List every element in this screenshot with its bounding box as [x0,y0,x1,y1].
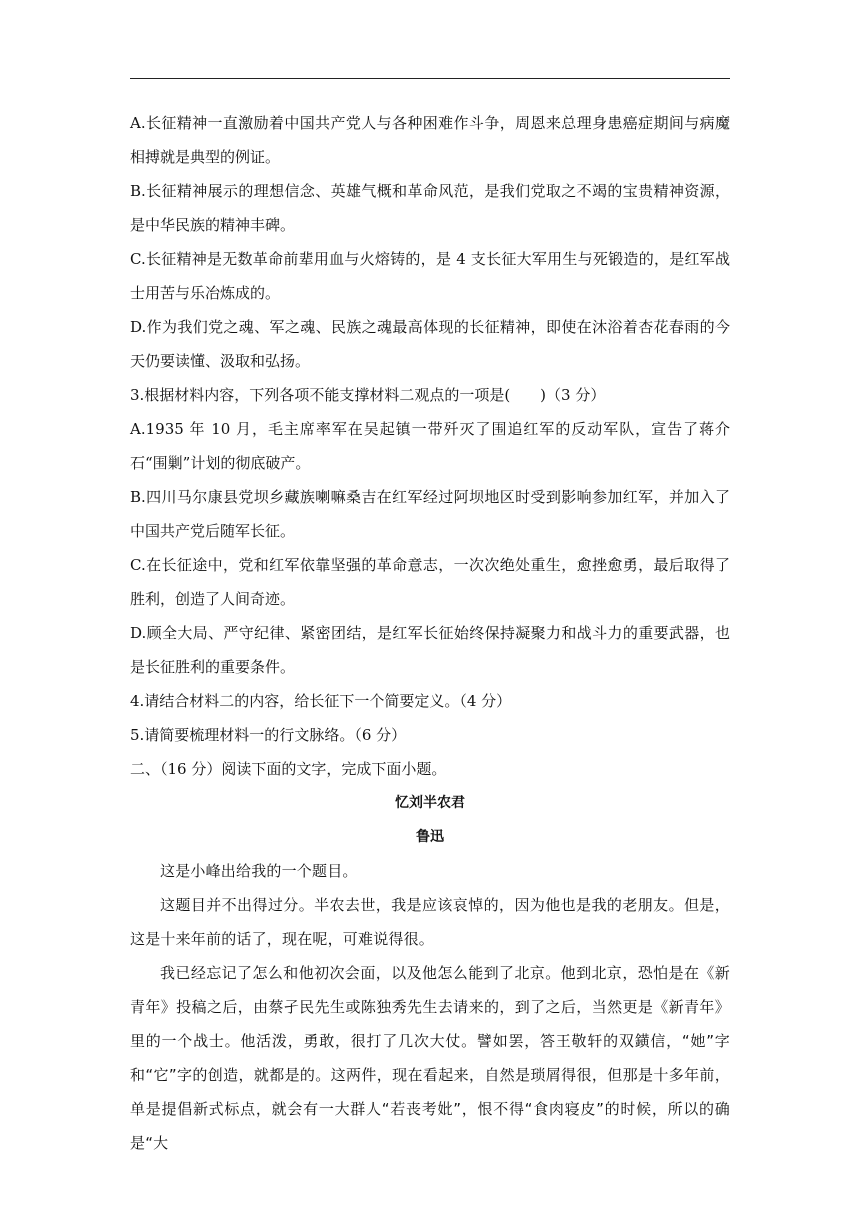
essay-paragraph: 这是小峰出给我的一个题目。 [160,862,358,880]
essay-paragraph: 我已经忘记了怎么和他初次会面，以及他怎么能到了北京。他到北京，恐怕是在《新青年》投稿之后，由蔡孑民先生或陈独秀先生去请来的，到了之后，当然更是《新青年》里的一个战士。他活泼，勇敢，很打了几次大仗。譬如罢，答王敬轩的双鐄信，“她”字和“它”字的创造，就都是的。这两件，现在看起来，自然是琐屑得很，但那是十多年前，单是提倡新式标点，就会有一大群人“若丧考妣”，恨不得“食肉寝皮”的时候，所以的确是“大 [130,964,730,1152]
option-b-spirit: B.长征精神展示的理想信念、英雄气概和革命风范，是我们党取之不竭的宝贵精神资源，是中华民族的精神丰碑。 [130,182,730,234]
option-a-spirit: A.长征精神一直激励着中国共产党人与各种困难作斗争，周恩来总理身患癌症期间与病魔相搏就是典型的例证。 [130,114,730,166]
essay-author: 鲁迅 [416,829,444,845]
essay-title: 忆刘半农君 [395,795,465,811]
question-5: 5.请简要梳理材料一的行文脉络。（6 分） [130,726,407,744]
essay-paragraph: 这题目并不出得过分。半农去世，我是应该哀悼的，因为他也是我的老朋友。但是，这是十来年前的话了，现在呢，可难说得很。 [130,896,730,948]
question-3-option-c: C.在长征途中，党和红军依靠坚强的革命意志，一次次绝处重生，愈挫愈勇，最后取得了胜利，创造了人间奇迹。 [130,556,730,608]
section-two-heading: 二、（16 分）阅读下面的文字，完成下面小题。 [130,760,447,778]
header-rule [130,78,730,79]
option-c-spirit: C.长征精神是无数革命前辈用血与火熔铸的，是 4 支长征大军用生与死锻造的，是红军战士用苦与乐冶炼成的。 [130,250,730,302]
question-3-option-d: D.顾全大局、严守纪律、紧密团结，是红军长征始终保持凝聚力和战斗力的重要武器，也是长征胜利的重要条件。 [130,624,730,676]
option-d-spirit: D.作为我们党之魂、军之魂、民族之魂最高体现的长征精神，即使在沐浴着杏花春雨的今天仍要读懂、汲取和弘扬。 [130,318,730,370]
question-3: 3.根据材料内容，下列各项不能支撑材料二观点的一项是( )（3 分） [130,386,606,404]
question-3-option-b: B.四川马尔康县党坝乡藏族喇嘛桑吉在红军经过阿坝地区时受到影响参加红军，并加入了中国共产党后随军长征。 [130,488,730,540]
document-body [130,106,730,1160]
question-4: 4.请结合材料二的内容，给长征下一个简要定义。（4 分） [130,692,512,710]
question-3-option-a: A.1935 年 10 月，毛主席率军在吴起镇一带歼灭了围追红军的反动军队，宣告了蒋介石“围剿”计划的彻底破产。 [130,420,730,472]
